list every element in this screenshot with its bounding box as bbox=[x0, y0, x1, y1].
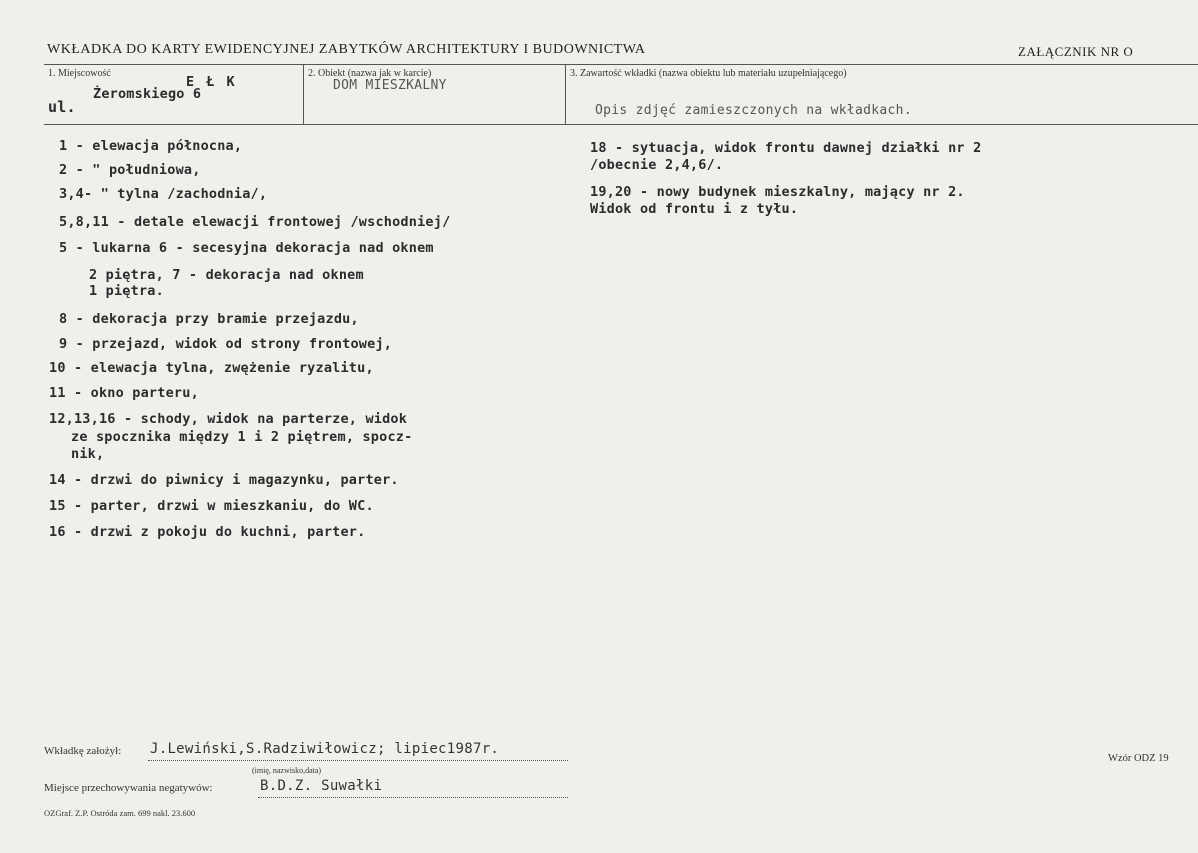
list-item: 14 - drzwi do piwnicy i magazynku, parter. bbox=[49, 472, 399, 488]
list-item: 8 - dekoracja przy bramie przejazdu, bbox=[59, 311, 359, 327]
printer-note: OZGraf. Z.P. Ostróda zam. 699 nakl. 23.600 bbox=[44, 808, 196, 818]
column-divider-2 bbox=[565, 64, 566, 124]
compiled-by-value: J.Lewiński,S.Radziwiłowicz; lipiec1987r. bbox=[150, 741, 500, 757]
list-item: 5,8,11 - detale elewacji frontowej /wschodniej/ bbox=[59, 214, 451, 230]
annex-number: ZAŁĄCZNIK NR O bbox=[1018, 44, 1134, 59]
list-item: 2 - " południowa, bbox=[59, 162, 201, 178]
storage-line bbox=[258, 797, 568, 798]
list-item: ze spocznika między 1 i 2 piętrem, spocz- bbox=[71, 429, 413, 445]
list-item: 15 - parter, drzwi w mieszkaniu, do WC. bbox=[49, 498, 374, 514]
header-rule bbox=[44, 64, 1198, 65]
field-2-label: 2. Obiekt (nazwa jak w karcie) bbox=[308, 68, 432, 79]
right-photo-list bbox=[590, 140, 1110, 230]
compiled-by-hint: (imię, nazwisko,data) bbox=[252, 766, 322, 775]
field-3-label: 3. Zawartość wkładki (nazwa obiektu lub materiału uzupełniającego) bbox=[570, 68, 847, 79]
list-item: 1 piętra. bbox=[89, 283, 164, 299]
list-item: 19,20 - nowy budynek mieszkalny, mający nr 2. bbox=[590, 184, 965, 200]
list-item: 11 - okno parteru, bbox=[49, 385, 199, 401]
list-item: 16 - drzwi z pokoju do kuchni, parter. bbox=[49, 524, 366, 540]
contents-value: Opis zdjęć zamieszczonych na wkładkach. bbox=[595, 103, 912, 118]
list-item: 10 - elewacja tylna, zwężenie ryzalitu, bbox=[49, 360, 374, 376]
list-item: nik, bbox=[71, 446, 105, 462]
town-value: E Ł K bbox=[186, 74, 237, 90]
list-item: Widok od frontu i z tyłu. bbox=[590, 201, 799, 217]
list-item: 12,13,16 - schody, widok na parterze, widok bbox=[49, 411, 408, 427]
field-1-label: 1. Miejscowość bbox=[48, 68, 111, 79]
compiled-by-line bbox=[148, 760, 568, 761]
list-item: /obecnie 2,4,6/. bbox=[590, 157, 724, 173]
compiled-by-label: Wkładkę założył: bbox=[44, 745, 122, 757]
storage-value: B.D.Z. Suwałki bbox=[260, 778, 383, 794]
object-value: DOM MIESZKALNY bbox=[333, 78, 447, 93]
list-item: 1 - elewacja północna, bbox=[59, 138, 243, 154]
column-divider-1 bbox=[303, 64, 304, 124]
document-title: WKŁADKA DO KARTY EWIDENCYJNEJ ZABYTKÓW ARCHITEKTURY I BUDOWNICTWA bbox=[47, 42, 646, 57]
form-pattern: Wzór ODZ 19 bbox=[1108, 753, 1169, 764]
list-item: 9 - przejazd, widok od strony frontowej, bbox=[59, 336, 393, 352]
left-photo-list bbox=[49, 138, 569, 558]
street-prefix: ul. bbox=[48, 98, 76, 116]
street-value: Żeromskiego 6 bbox=[93, 86, 202, 102]
storage-label: Miejsce przechowywania negatywów: bbox=[44, 782, 213, 794]
fields-rule bbox=[44, 124, 1198, 125]
list-item: 5 - lukarna 6 - secesyjna dekoracja nad oknem bbox=[59, 240, 434, 256]
list-item: 18 - sytuacja, widok frontu dawnej działki nr 2 bbox=[590, 140, 982, 156]
list-item: 2 piętra, 7 - dekoracja nad oknem bbox=[89, 267, 364, 283]
list-item: 3,4- " tylna /zachodnia/, bbox=[59, 186, 268, 202]
